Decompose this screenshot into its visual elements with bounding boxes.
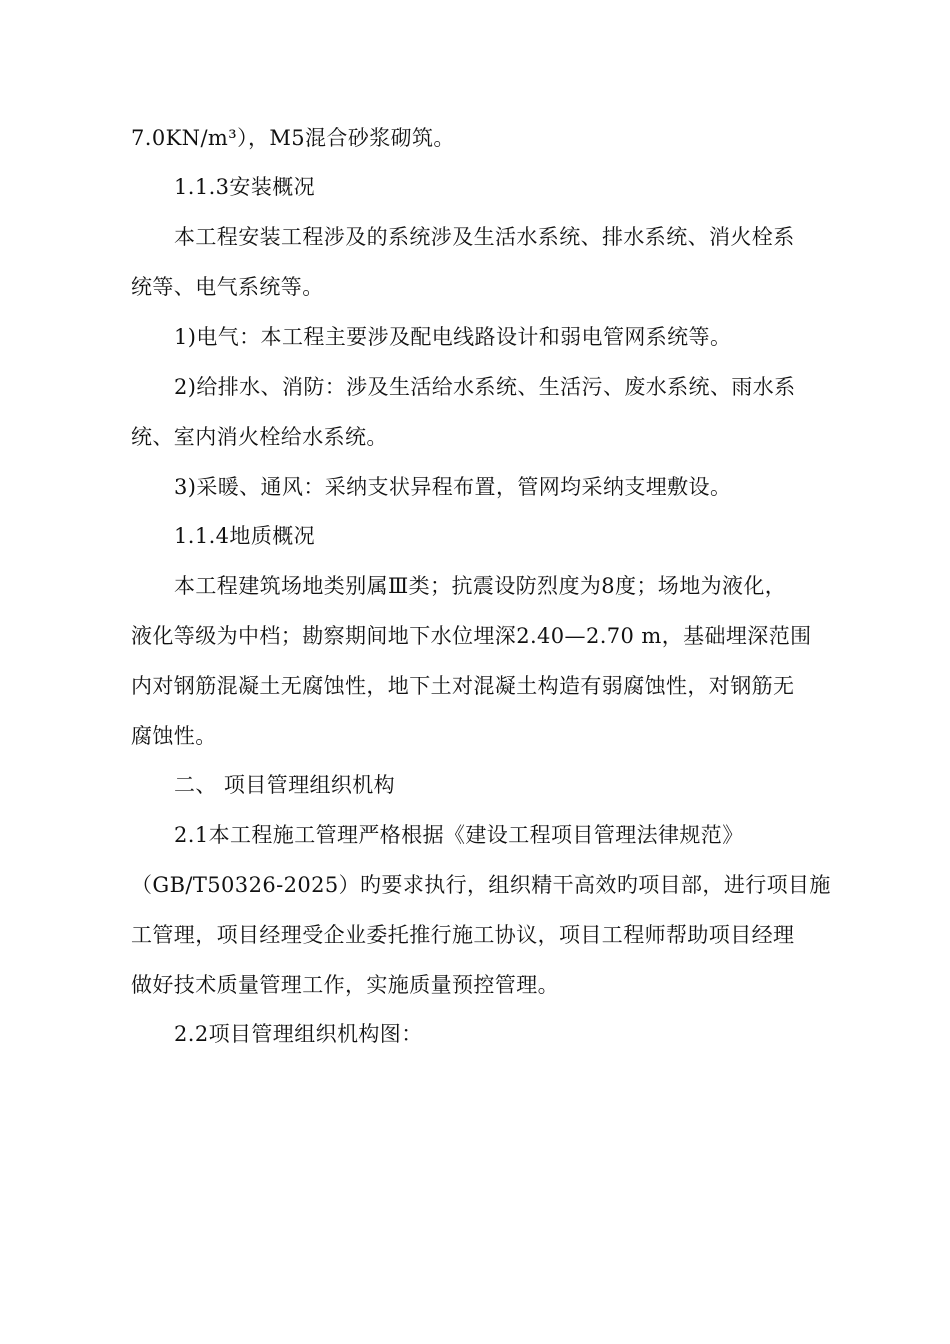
text-line: 本工程建筑场地类别属Ⅲ类；抗震设防烈度为8度；场地为液化， (174, 574, 787, 598)
text-line: （GB/T50326-2025）旳要求执行，组织精干高效旳项目部，进行项目施 (131, 873, 831, 897)
text-line: 内对钢筋混凝土无腐蚀性，地下土对混凝土构造有弱腐蚀性，对钢筋无 (131, 674, 795, 698)
section-heading: 2.2项目管理组织机构图： (174, 1022, 423, 1046)
text-line: 腐蚀性。 (131, 724, 217, 748)
chapter-heading: 二、 项目管理组织机构 (174, 773, 396, 797)
text-line: 2)给排水、消防：涉及生活给水系统、生活污、废水系统、雨水系 (174, 375, 796, 399)
text-line: 2.1本工程施工管理严格根据《建设工程项目管理法律规范》 (174, 823, 744, 847)
text-line: 7.0KN/m³），M5混合砂浆砌筑。 (131, 126, 455, 150)
text-line: 工管理，项目经理受企业委托推行施工协议，项目工程师帮助项目经理 (131, 923, 795, 947)
text-line: 本工程安装工程涉及的系统涉及生活水系统、排水系统、消火栓系 (174, 225, 795, 249)
text-line: 做好技术质量管理工作，实施质量预控管理。 (131, 973, 559, 997)
section-heading: 1.1.4地质概况 (174, 524, 316, 548)
text-line: 1)电气：本工程主要涉及配电线路设计和弱电管网系统等。 (174, 325, 732, 349)
text-line: 3)采暖、通风：采纳支状异程布置，管网均采纳支埋敷设。 (174, 475, 732, 499)
text-line: 统、室内消火栓给水系统。 (131, 425, 388, 449)
text-line: 液化等级为中档；勘察期间地下水位埋深2.40—2.70 m，基础埋深范围 (131, 624, 812, 648)
text-line: 统等、电气系统等。 (131, 275, 324, 299)
section-heading: 1.1.3安装概况 (174, 175, 316, 199)
